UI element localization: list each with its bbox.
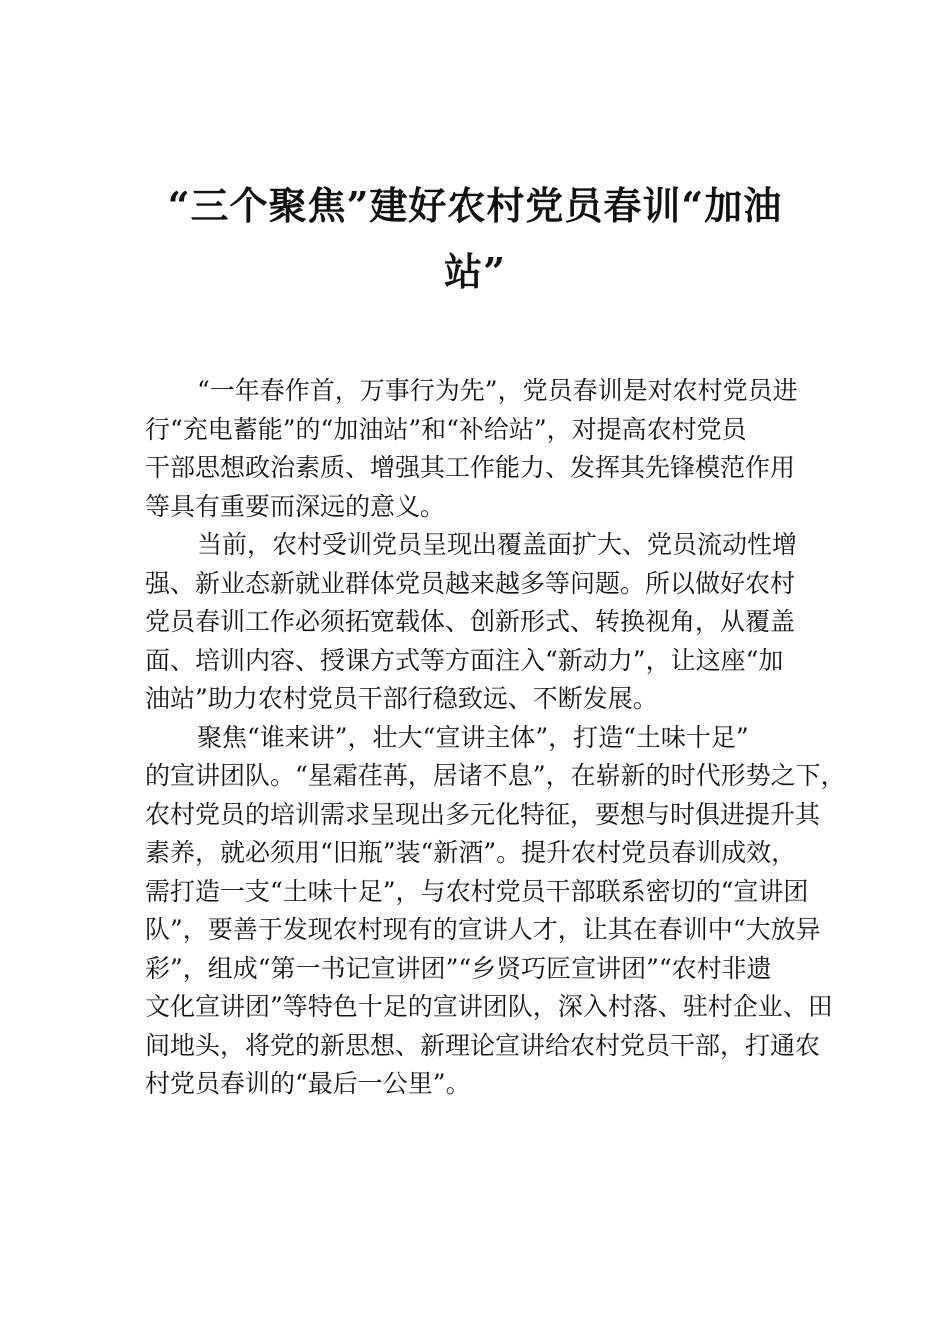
paragraph-line: 强、新业态新就业群体党员越来越多等问题。所以做好农村	[145, 568, 796, 598]
paragraph-2	[145, 526, 813, 719]
paragraph-line: 彩”，组成“第一书记宣讲团”“乡贤巧匠宣讲团”“农村非遗	[145, 953, 772, 983]
paragraph-line: 村党员春训的“最后一公里”。	[145, 1069, 471, 1098]
paragraph-line: 干部思想政治素质、增强其工作能力、发挥其先锋模范作用	[145, 453, 796, 482]
paragraph-line: 文化宣讲团”等特色十足的宣讲团队，深入村落、驻村企业、田	[145, 992, 833, 1021]
paragraph-line: 素养，就必须用“旧瓶”装“新酒”。提升农村党员春训成效，	[145, 838, 797, 867]
paragraph-line: 需打造一支“土味十足”，与农村党员干部联系密切的“宣讲团	[145, 876, 809, 906]
paragraph-line: 党员春训工作必须拓宽载体、创新形式、转换视角，从覆盖	[145, 607, 796, 636]
paragraph-3	[145, 719, 846, 1104]
paragraph-line: “一年春作首，万事行为先”，党员春训是对农村党员进	[197, 376, 798, 405]
paragraph-line: 当前，农村受训党员呈现出覆盖面扩大、党员流动性增	[197, 530, 798, 559]
title-line-1: “三个聚焦”建好农村党员春训“加油	[167, 183, 783, 228]
paragraph-line: 间地头，将党的新思想、新理论宣讲给农村党员干部，打通农	[145, 1030, 821, 1060]
paragraph-1	[145, 372, 813, 526]
paragraph-line: 行“充电蓄能”的“加油站”和“补给站”，对提高农村党员	[145, 414, 747, 444]
paragraph-line: 队”，要善于发现农村现有的宣讲人才，让其在春训中“大放异	[145, 915, 821, 944]
paragraph-line: 的宣讲团队。“星霜荏苒，居诸不息”，在崭新的时代形势之下，	[145, 761, 846, 790]
paragraph-line: 等具有重要而深远的意义。	[145, 491, 446, 521]
paragraph-line: 面、培训内容、授课方式等方面注入“新动力”，让这座“加	[145, 645, 784, 675]
paragraph-line: 油站”助力农村党员干部行稳致远、不断发展。	[145, 684, 658, 713]
title-line-2: 站”	[444, 249, 506, 294]
document-body	[145, 372, 846, 1104]
document-title	[145, 173, 805, 305]
paragraph-line: 农村党员的培训需求呈现出多元化特征，要想与时俱进提升其	[145, 799, 821, 829]
paragraph-line: 聚焦“谁来讲”，壮大“宣讲主体”，打造“土味十足”	[197, 722, 749, 752]
